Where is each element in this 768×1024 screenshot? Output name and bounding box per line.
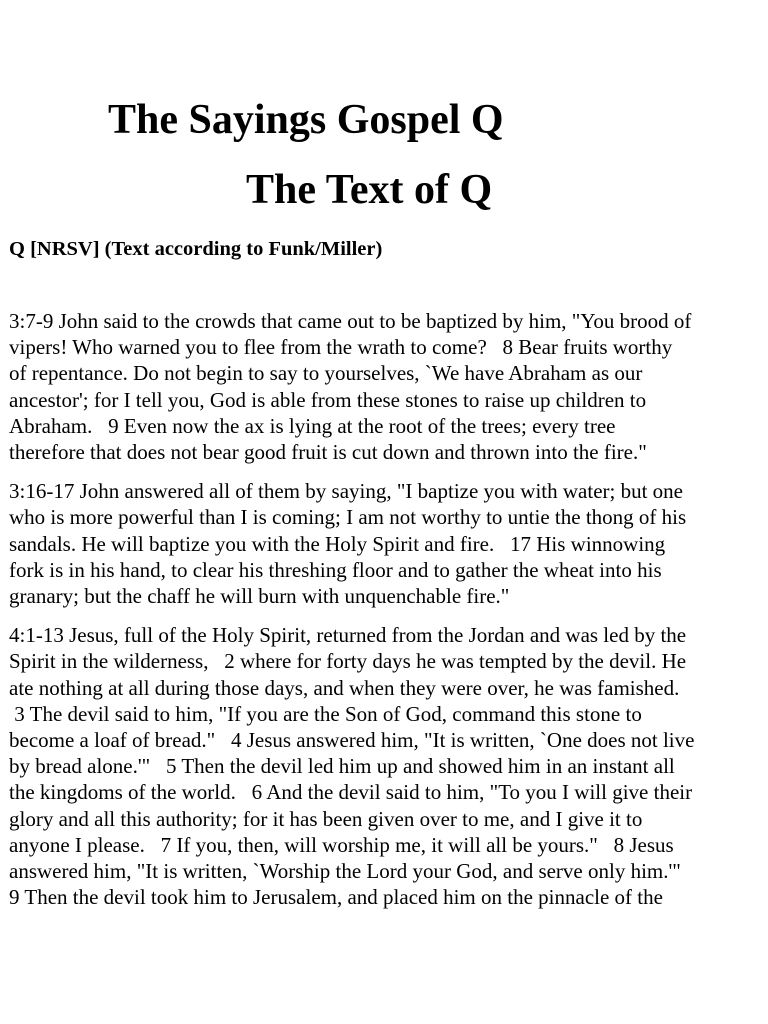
text-line: the kingdoms of the world. 6 And the devil said to him, "To you I will give their — [9, 780, 693, 805]
document-subtitle: The Text of Q — [246, 167, 493, 213]
text-line: 3:16-17 John answered all of them by saying, "I baptize you with water; but one — [9, 479, 683, 504]
text-line: 3:7-9 John said to the crowds that came out to be baptized by him, "You brood of — [9, 309, 692, 333]
text-line: 3 The devil said to him, "If you are the Son of God, command this stone to — [9, 701, 642, 726]
text-line: vipers! Who warned you to flee from the wrath to come? 8 Bear fruits worthy — [9, 335, 673, 360]
text-line: therefore that does not bear good fruit is cut down and thrown into the fire." — [9, 440, 647, 465]
text-line: 4:1-13 Jesus, full of the Holy Spirit, returned from the Jordan and was led by the — [9, 623, 687, 648]
translation-heading: Q [NRSV] (Text according to Funk/Miller) — [9, 238, 383, 260]
text-line: by bread alone.'" 5 Then the devil led him up and showed him in an instant all — [9, 754, 675, 779]
text-line: ancestor'; for I tell you, God is able from these stones to raise up children to — [9, 387, 647, 412]
text-line: who is more powerful than I is coming; I am not worthy to untie the thong of his — [9, 505, 687, 530]
paragraph-q-4-1-13 — [9, 622, 761, 910]
text-line: granary; but the chaff he will burn with unquenchable fire." — [9, 584, 510, 609]
document-title: The Sayings Gospel Q — [108, 97, 504, 143]
text-line: glory and all this authority; for it has been given over to me, and I give it to — [9, 806, 643, 831]
text-line: fork is in his hand, to clear his threshing floor and to gather the wheat into his — [9, 557, 662, 582]
text-line: 9 Then the devil took him to Jerusalem, and placed him on the pinnacle of the — [9, 885, 663, 910]
text-line: ate nothing at all during those days, and when they were over, he was famished. — [9, 675, 680, 700]
text-line: answered him, "It is written, `Worship the Lord your God, and serve only him.'" — [9, 859, 681, 884]
text-line: Abraham. 9 Even now the ax is lying at the root of the trees; every tree — [9, 413, 616, 438]
paragraph-q-3-16-17 — [9, 478, 761, 609]
text-line: of repentance. Do not begin to say to yourselves, `We have Abraham as our — [9, 361, 643, 386]
text-line: Spirit in the wilderness, 2 where for forty days he was tempted by the devil. He — [9, 649, 687, 674]
text-line: sandals. He will baptize you with the Holy Spirit and fire. 17 His winnowing — [9, 531, 666, 556]
text-line: become a loaf of bread." 4 Jesus answered him, "It is written, `One does not live — [9, 728, 695, 753]
gospel-text-body — [9, 308, 761, 923]
text-line: anyone I please. 7 If you, then, will worship me, it will all be yours." 8 Jesus — [9, 832, 674, 857]
paragraph-q-3-7-9 — [9, 308, 761, 465]
